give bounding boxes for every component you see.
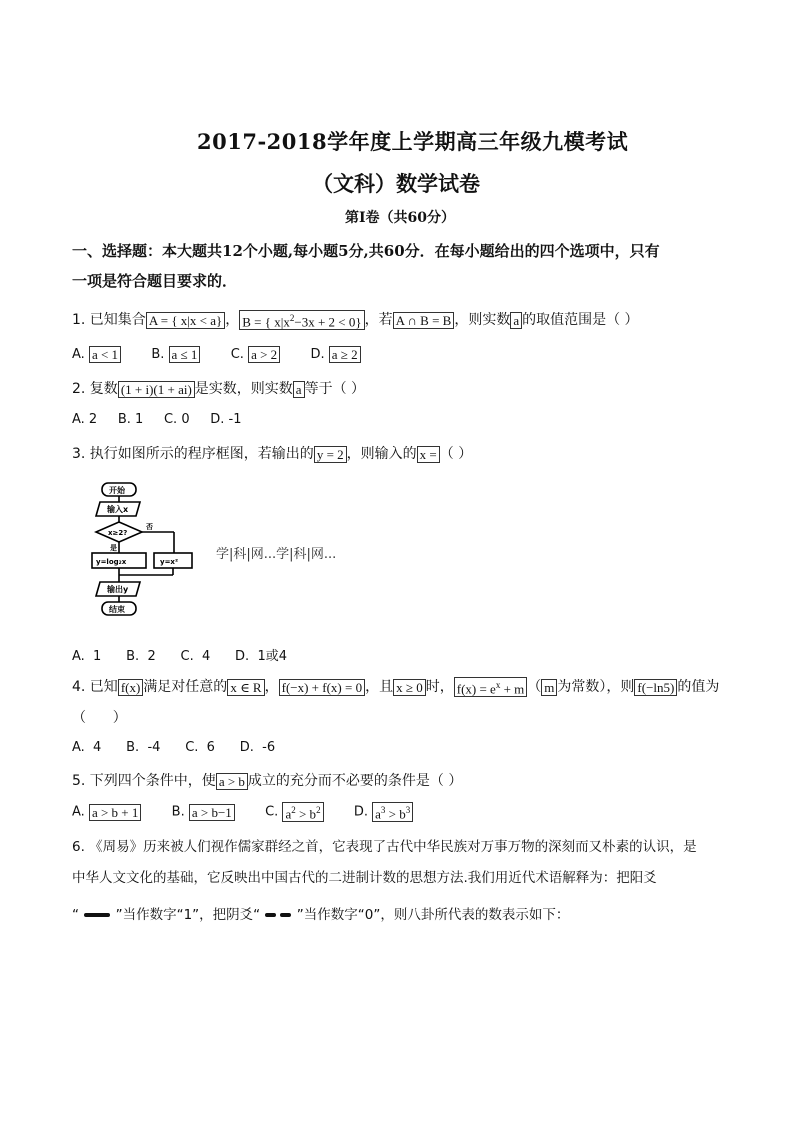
inequality-formula: a > b xyxy=(216,773,248,790)
option-a-formula: a > b + 1 xyxy=(89,804,141,821)
question-3-options: A. 1 B. 2 C. 4 D. 1或4 xyxy=(72,649,287,664)
option-c-formula: a > 2 xyxy=(248,346,280,363)
question-4-options: A. 4 B. -4 C. 6 D. -6 xyxy=(72,740,276,755)
flow-input-label: 输入x xyxy=(107,505,129,514)
output-formula: y = 2 xyxy=(314,446,347,463)
question-4-paren: （ ） xyxy=(72,710,127,726)
variable-a: a xyxy=(510,312,522,329)
option-b-formula: a ≤ 1 xyxy=(169,346,201,363)
flow-output-label: 输出y xyxy=(107,585,129,594)
yin-yao-icon xyxy=(264,911,292,919)
question-1: 1. 已知集合 A = { x|x < a} ， B = { $x|x^2-3x + 2 < 0$} ，若 A ∩ B = B ，则实数 a 的取值范围是（ ） xyxy=(72,309,639,330)
flow-end-label: 结束 xyxy=(109,605,125,614)
question-1-options: A. a < 1 B. a ≤ 1 C. a > 2 D. a ≥ 2 xyxy=(72,346,361,363)
page-subtitle: （文科）数学试卷 xyxy=(312,171,480,196)
value-formula: f(−ln5) xyxy=(634,679,677,696)
question-6-line2: 中华人文文化的基础，它反映出中国古代的二进制计数的思想方法.我们用近代术语解释为：把阳爻 xyxy=(72,870,657,886)
option-d-formula: $a^3 > b^3$ xyxy=(372,802,413,822)
watermark-text: 学|科|网...学|科|网... xyxy=(216,547,337,562)
flow-right-label: y=x² xyxy=(160,558,179,566)
option-b-formula: a > b−1 xyxy=(189,804,235,821)
definition-formula: $f(x) = e^x + m$ xyxy=(454,677,528,697)
option-d-formula: a ≥ 2 xyxy=(329,346,361,363)
constant-m: m xyxy=(541,679,557,696)
part-heading: 第Ⅰ卷（共60分） xyxy=(345,210,456,226)
set-b-formula: B = { $x|x^2-3x + 2 < 0$} xyxy=(239,310,364,330)
question-2: 2. 复数 (1 + i)(1 + ai) 是实数，则实数 a 等于（ ） xyxy=(72,381,366,397)
question-2-options: A. 2 B. 1 C. 0 D. -1 xyxy=(72,412,242,427)
flow-yes-label: 是 xyxy=(110,544,117,552)
odd-function-formula: f(−x) + f(x) = 0 xyxy=(279,679,365,696)
variable-a: a xyxy=(293,381,305,398)
condition-formula: x ≥ 0 xyxy=(393,679,426,696)
option-a-formula: a < 1 xyxy=(89,346,121,363)
question-5: 5. 下列四个条件中，使 a > b 成立的充分而不必要的条件是（ ） xyxy=(72,773,463,789)
flowchart xyxy=(88,480,198,620)
intersection-condition: A ∩ B = B xyxy=(393,312,455,329)
question-5-options: A. a > b + 1 B. a > b−1 C. $a^2 > b^2$ D. $a^3 > b^3$ xyxy=(72,802,413,822)
section-heading-line1: 一、选择题：本大题共12个小题,每小题5分,共60分．在每小题给出的四个选项中，只有 xyxy=(72,242,660,260)
section-heading-line2: 一项是符合题目要求的． xyxy=(72,272,238,290)
flow-start-label: 开始 xyxy=(109,486,125,495)
complex-formula: (1 + i)(1 + ai) xyxy=(118,381,195,398)
flow-no-label: 否 xyxy=(146,523,153,531)
flow-left-label: y=log₂x xyxy=(96,558,127,566)
question-6-line3: “ ”当作数字“1”，把阴爻“ ”当作数字“0”，则八卦所代表的数表示如下： xyxy=(72,907,570,923)
input-formula: x = xyxy=(417,446,440,463)
function-f: f(x) xyxy=(118,679,144,696)
domain-formula: x ∈ R xyxy=(227,679,264,696)
option-c-formula: $a^2 > b^2$ xyxy=(282,802,323,822)
question-4: 4. 已知 f(x) 满足对任意的 x ∈ R ， f(−x) + f(x) = 0 ，且 x ≥ 0 时， $f(x) = e^x + m$ （ m 为常数），则 f(−ln5) 的值为 xyxy=(72,676,719,697)
question-3: 3. 执行如图所示的程序框图，若输出的 y = 2 ，则输入的 x = （ ） xyxy=(72,446,473,462)
question-6-line1: 6. 《周易》历来被人们视作儒家群经之首，它表现了古代中华民族对万事万物的深刻而又朴素的认识，是 xyxy=(72,839,697,855)
page-title: 2017-2018学年度上学期高三年级九模考试 xyxy=(197,129,629,154)
set-a-formula: A = { x|x < a} xyxy=(146,312,225,329)
yang-yao-icon xyxy=(83,911,111,919)
flow-cond-label: x≥2? xyxy=(108,529,128,537)
